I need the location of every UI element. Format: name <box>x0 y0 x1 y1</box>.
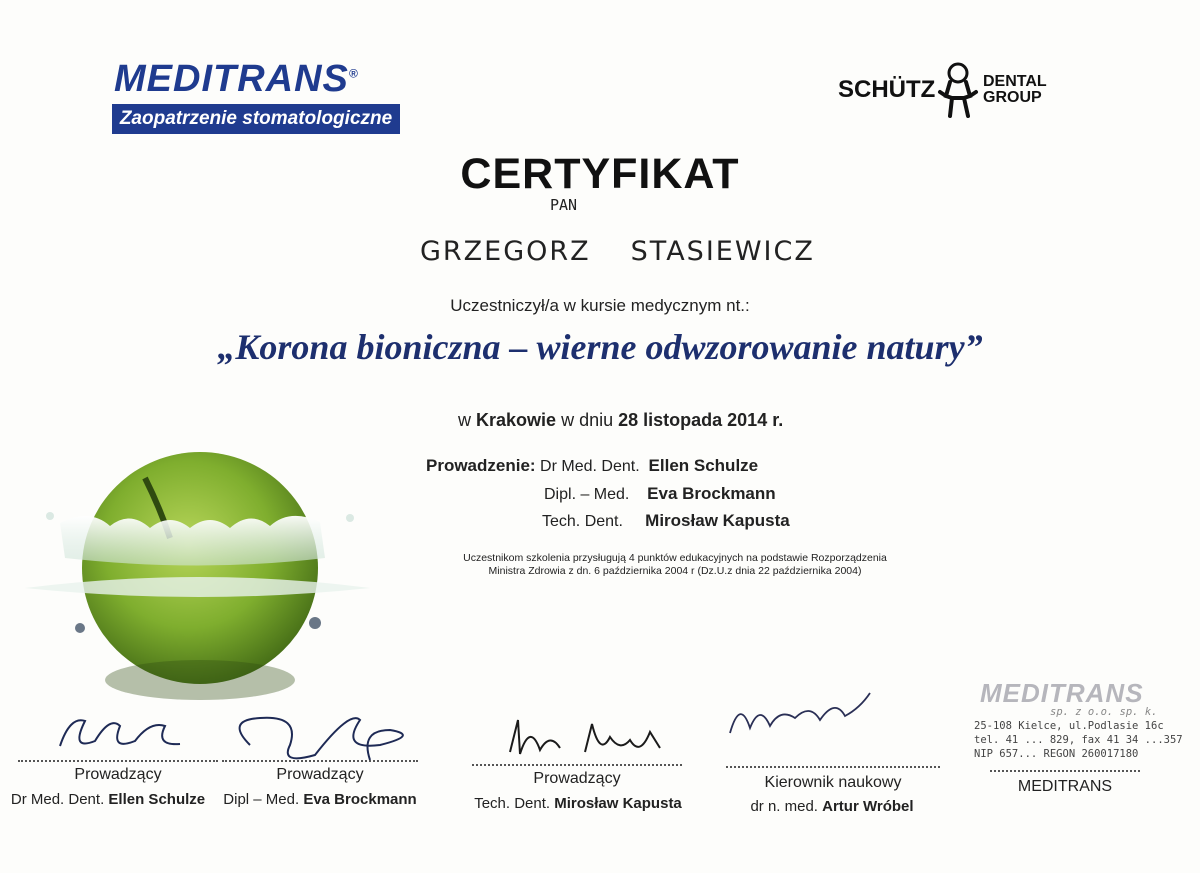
signature-line <box>726 766 940 768</box>
signature-name: Dr Med. Dent. Ellen Schulze <box>10 791 206 808</box>
course-place: Krakowie <box>476 410 557 430</box>
leader-row: Dipl. – Med. Eva Brockmann <box>544 484 776 503</box>
signature-wrobel <box>720 688 880 748</box>
participant-name <box>420 236 815 267</box>
signature-line <box>18 760 218 762</box>
signature-line <box>990 770 1140 772</box>
course-title: „Korona bioniczna – wierne odwzorowanie natury” <box>217 327 983 367</box>
leader-name: Eva Brockmann <box>647 484 776 503</box>
leader-name: Mirosław Kapusta <box>645 511 790 530</box>
leaders-heading: Prowadzenie: <box>426 456 536 475</box>
participation-statement: Uczestniczył/a w kursie medycznym nt.: <box>450 296 750 315</box>
signature-line <box>222 760 418 762</box>
schutz-wordmark: SCHÜTZ <box>838 76 936 103</box>
leader-name: Ellen Schulze <box>648 456 759 475</box>
participant-first-name: GRZEGORZ <box>420 236 591 267</box>
leader-row: Prowadzenie: Dr Med. Dent. Ellen Schulze <box>426 456 759 475</box>
company-name-label: MEDITRANS <box>1017 778 1113 795</box>
company-stamp: MEDITRANS sp. z o.o. sp. k. 25-108 Kielce, ul.Podlasie 16c tel. 41 ... 829, fax 41 34 ...357 NIP 657... REGON 260017180 <box>974 678 1183 760</box>
schutz-dental-group-label: DENTAL GROUP <box>983 73 1047 106</box>
place-and-date: w Krakowie w dniu 28 listopada 2014 r. <box>458 410 784 430</box>
apple-crown-illustration <box>20 448 380 708</box>
signature-name: Tech. Dent. Mirosław Kapusta <box>474 795 682 812</box>
signature-name: dr n. med. Artur Wróbel <box>750 798 914 815</box>
certificate-title: CERTYFIKAT <box>460 150 740 198</box>
signature-role: Prowadzący <box>276 766 364 783</box>
signature-kapusta <box>500 712 675 767</box>
meditrans-logo-tagline: Zaopatrzenie stomatologiczne <box>112 104 400 134</box>
schutz-dental-logo <box>838 62 1058 122</box>
signature-role: Kierownik naukowy <box>764 774 902 791</box>
meditrans-logo <box>110 58 410 138</box>
education-points-note: Uczestnikom szkolenia przysługują 4 punktów edukacyjnych na podstawie Rozporządzenia Ministra Zdrowia z dn. 6 października 2004 r (Dz.U.z dnia 22 października 2004) <box>463 552 887 577</box>
atlas-figure-icon <box>936 62 980 118</box>
participant-last-name: STASIEWICZ <box>630 236 815 267</box>
signature-role: Prowadzący <box>74 766 162 783</box>
signature-name: Dipl – Med. Eva Brockmann <box>223 791 417 808</box>
salutation: PAN <box>550 196 578 214</box>
leader-row: Tech. Dent. Mirosław Kapusta <box>542 511 790 530</box>
meditrans-logo-wordmark: MEDITRANS® <box>114 58 359 100</box>
course-date: 28 listopada 2014 r. <box>618 410 784 430</box>
signature-role: Prowadzący <box>533 770 621 787</box>
signature-schulze <box>40 706 200 761</box>
stamp-name: MEDITRANS <box>980 678 1144 708</box>
signature-line <box>472 764 682 766</box>
